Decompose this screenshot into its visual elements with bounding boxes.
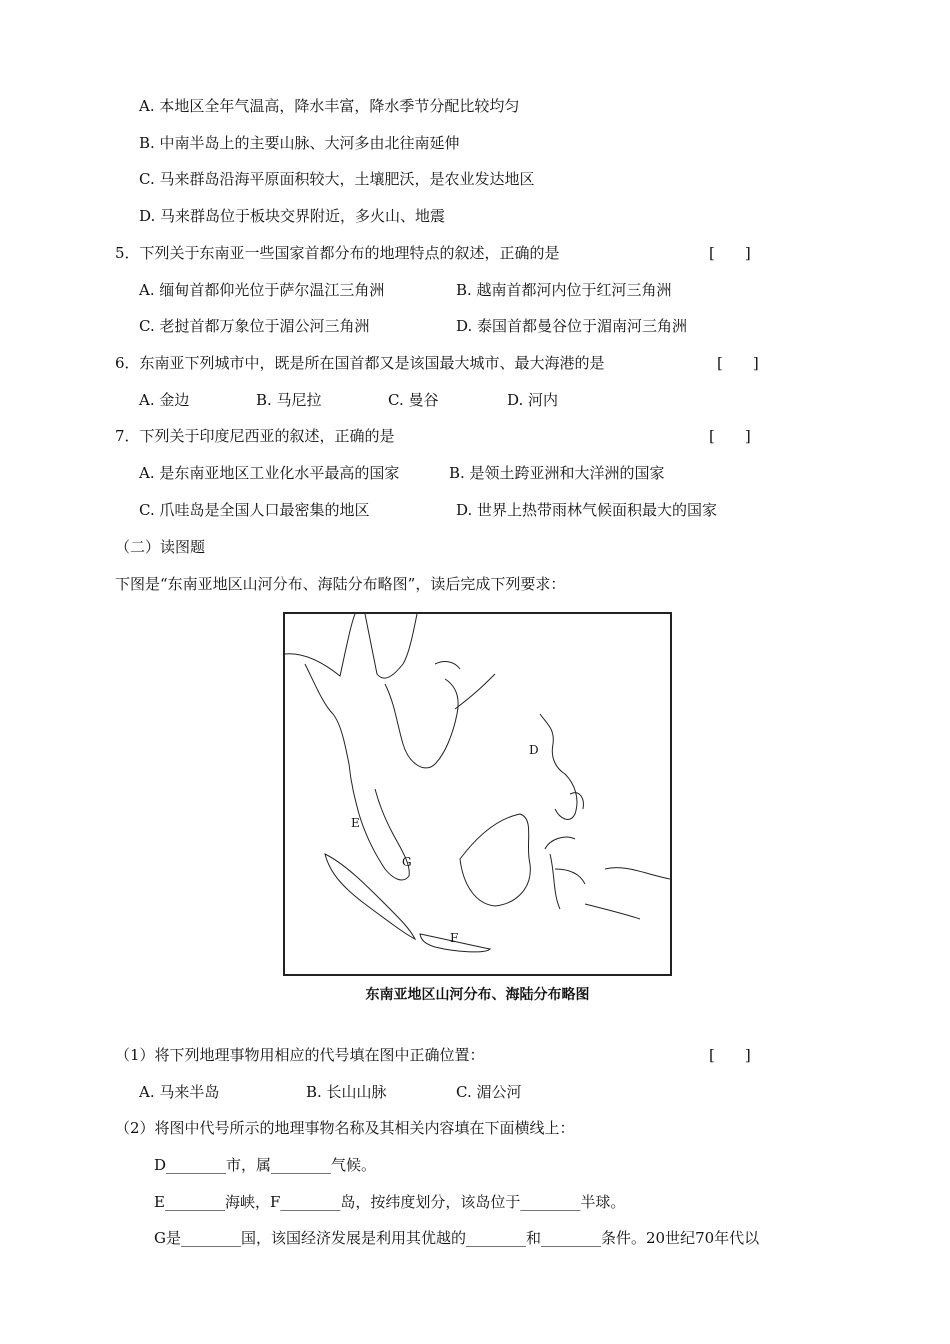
southeast-asia-map [283, 612, 672, 976]
option-6b: B. 马尼拉 [256, 391, 322, 409]
option-6a: A. 金边 [139, 391, 190, 409]
option-7c: C. 爪哇岛是全国人口最密集的地区 [139, 501, 370, 519]
map-label-e: E [351, 816, 360, 830]
task-1-option-b: B. 长山山脉 [306, 1083, 387, 1101]
task-1-option-c: C. 湄公河 [456, 1083, 522, 1101]
task-2-line-d: D________市，属________气候。 [154, 1156, 377, 1174]
task-2: （2）将图中代号所示的地理事物名称及其相关内容填在下面横线上： [115, 1119, 575, 1137]
map-caption: 东南亚地区山河分布、海陆分布略图 [365, 987, 590, 1003]
task-1-option-a: A. 马来半岛 [139, 1083, 220, 1101]
option-7a: A. 是东南亚地区工业化水平最高的国家 [139, 464, 400, 482]
map-label-f: F [450, 931, 459, 945]
option-6d: D. 河内 [507, 391, 559, 409]
question-5: 5．下列关于东南亚一些国家首都分布的地理特点的叙述，正确的是 [115, 244, 560, 262]
option-4c: C. 马来群岛沿海平原面积较大，土壤肥沃，是农业发达地区 [139, 170, 535, 188]
option-5b: B. 越南首都河内位于红河三角洲 [456, 281, 672, 299]
option-4d: D. 马来群岛位于板块交界附近，多火山、地震 [139, 207, 446, 225]
option-6c: C. 曼谷 [388, 391, 439, 409]
option-5d: D. 泰国首都曼谷位于湄南河三角洲 [456, 317, 688, 335]
answer-bracket-task-1: [ ] [709, 1046, 751, 1064]
task-2-line-ef: E________海峡，F________岛，按纬度划分，该岛位于________半球。 [154, 1193, 626, 1211]
map-label-d: D [529, 743, 539, 757]
option-7b: B. 是领土跨亚洲和大洋洲的国家 [449, 464, 665, 482]
option-5a: A. 缅甸首都仰光位于萨尔温江三角洲 [139, 281, 385, 299]
map-outline [285, 614, 670, 974]
option-7d: D. 世界上热带雨林气候面积最大的国家 [456, 501, 718, 519]
map-label-g: G [402, 855, 412, 869]
answer-bracket-7: [ ] [709, 427, 751, 445]
answer-bracket-5: [ ] [709, 244, 751, 262]
question-7: 7．下列关于印度尼西亚的叙述，正确的是 [115, 427, 395, 445]
option-4b: B. 中南半岛上的主要山脉、大河多由北往南延伸 [139, 134, 460, 152]
option-5c: C. 老挝首都万象位于湄公河三角洲 [139, 317, 370, 335]
section-heading: （二）读图题 [115, 538, 206, 556]
question-6: 6．东南亚下列城市中，既是所在国首都又是该国最大城市、最大海港的是 [115, 354, 605, 372]
option-4a: A. 本地区全年气温高，降水丰富，降水季节分配比较均匀 [139, 97, 520, 115]
task-1: （1）将下列地理事物用相应的代号填在图中正确位置： [115, 1046, 485, 1064]
task-2-line-g: G是________国，该国经济发展是利用其优越的________和________条件。20世纪70年代以 [154, 1229, 760, 1247]
map-intro: 下图是“东南亚地区山河分布、海陆分布略图”，读后完成下列要求： [115, 575, 566, 593]
answer-bracket-6: [ ] [717, 354, 759, 372]
